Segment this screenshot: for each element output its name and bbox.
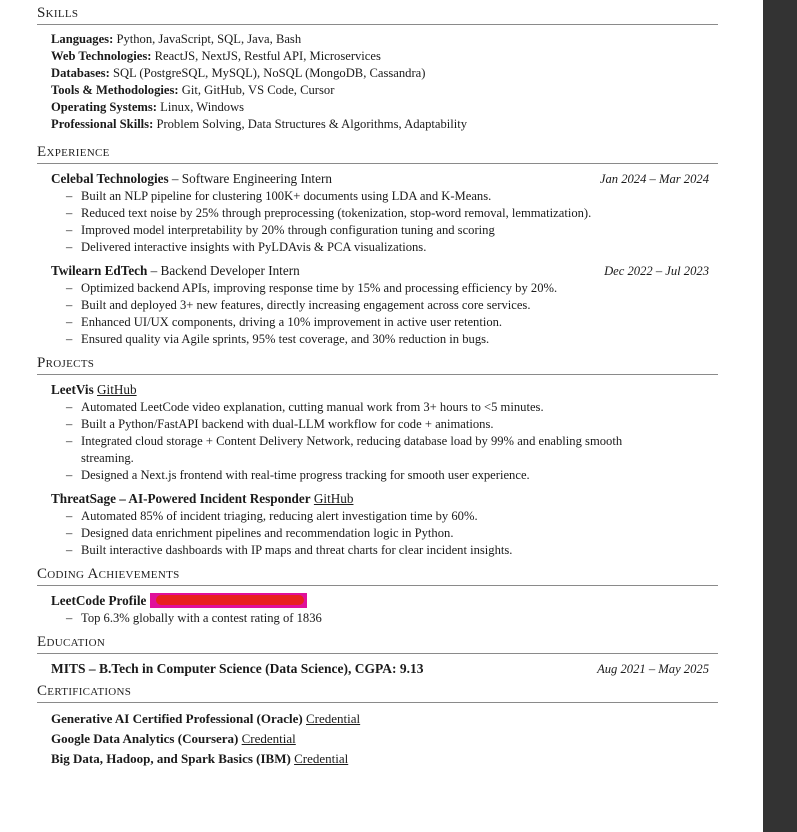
project-entry-threatsage (37, 490, 718, 559)
skill-label: Operating Systems: (51, 100, 157, 114)
cert-name: Google Data Analytics (Coursera) (51, 731, 239, 746)
education-section (37, 633, 718, 678)
dash-bullet-icon: – (66, 417, 73, 431)
skill-row-languages (51, 31, 718, 48)
dash-bullet-icon: – (66, 332, 73, 346)
skill-value: Problem Solving, Data Structures & Algorithms, Adaptability (156, 117, 468, 131)
bullet-item: – Built and deployed 3+ new features, directly increasing engagement across core services. (66, 298, 531, 312)
bullet-item: – Integrated cloud storage + Content Delivery Network, reducing database load by 99% and enabling smooth streaming. (66, 434, 623, 465)
experience-entry-celebal (37, 170, 718, 256)
skill-label: Web Technologies: (51, 49, 152, 63)
job-role: Software Engineering Intern (181, 171, 332, 186)
entry-header (37, 592, 718, 610)
dash-bullet-icon: – (66, 509, 73, 523)
company-name: Celebal Technologies (51, 171, 169, 186)
separator: – (147, 263, 161, 278)
projects-section (37, 354, 718, 559)
section-title-education: Education (37, 633, 718, 654)
bullet-item: – Built an NLP pipeline for clustering 100K+ documents using LDA and K-Means. (66, 189, 492, 203)
dash-bullet-icon: – (66, 240, 73, 254)
entry-dates: Dec 2022 – Jul 2023 (604, 264, 709, 278)
redacted-profile-link[interactable] (150, 593, 307, 608)
bullet-list (37, 280, 718, 348)
section-title-experience: Experience (37, 143, 718, 164)
entry-header (37, 381, 718, 399)
dash-bullet-icon: – (66, 189, 73, 203)
redaction-scribble (156, 595, 304, 605)
skill-value: Git, GitHub, VS Code, Cursor (181, 83, 335, 97)
entry-header (37, 262, 718, 280)
skill-row-tools (51, 82, 718, 99)
skills-list (37, 31, 718, 133)
entry-header (37, 490, 718, 508)
bullet-item: – Designed a Next.js frontend with real-time progress tracking for smooth user experience. (66, 468, 530, 482)
education-heading: MITS – B.Tech in Computer Science (Data Science), CGPA: 9.13 (51, 661, 424, 676)
project-entry-leetvis (37, 381, 718, 484)
skill-value: SQL (PostgreSQL, MySQL), NoSQL (MongoDB, Cassandra) (112, 66, 426, 80)
viewer-side-panel (763, 0, 797, 832)
bullet-item: – Enhanced UI/UX components, driving a 10% improvement in active user retention. (66, 315, 503, 329)
experience-entry-twilearn (37, 262, 718, 348)
skill-value: Linux, Windows (160, 100, 245, 114)
bullet-item: – Top 6.3% globally with a contest rating of 1836 (66, 611, 322, 625)
bullet-item: – Ensured quality via Agile sprints, 95% test coverage, and 30% reduction in bugs. (66, 332, 490, 346)
section-title-skills: Skills (37, 4, 718, 25)
resume-content (37, 4, 718, 779)
section-title-achievements: Coding Achievements (37, 565, 718, 586)
bullet-item: – Automated 85% of incident triaging, reducing alert investigation time by 60%. (66, 509, 478, 523)
bullet-item: – Delivered interactive insights with PyLDAvis & PCA visualizations. (66, 240, 427, 254)
bullet-item: – Reduced text noise by 25% through preprocessing (tokenization, stop-word removal, lemmatization). (66, 206, 592, 220)
dash-bullet-icon: – (66, 400, 73, 414)
skill-label: Languages: (51, 32, 114, 46)
bullet-item: – Built interactive dashboards with IP maps and threat charts for clear incident insights. (66, 543, 513, 557)
dash-bullet-icon: – (66, 281, 73, 295)
bullet-item: – Automated LeetCode video explanation, cutting manual work from 3+ hours to <5 minutes. (66, 400, 544, 414)
dash-bullet-icon: – (66, 543, 73, 557)
github-link[interactable]: GitHub (313, 491, 354, 506)
credential-link[interactable]: Credential (306, 711, 361, 726)
section-title-projects: Projects (37, 354, 718, 375)
skill-row-web-technologies (51, 48, 718, 65)
skill-label: Professional Skills: (51, 117, 154, 131)
skill-row-databases (51, 65, 718, 82)
dash-bullet-icon: – (66, 298, 73, 312)
bullet-list (37, 610, 718, 627)
job-role: Backend Developer Intern (160, 263, 300, 278)
section-title-certifications: Certifications (37, 682, 718, 703)
achievement-name: LeetCode Profile (51, 593, 147, 608)
bullet-item: – Improved model interpretability by 20% through configuration tuning and scoring (66, 223, 495, 237)
bullet-item: – Optimized backend APIs, improving response time by 15% and processing efficiency by 20%. (66, 281, 558, 295)
cert-row (37, 729, 718, 749)
dash-bullet-icon: – (66, 468, 73, 482)
certifications-section (37, 682, 718, 769)
company-name: Twilearn EdTech (51, 263, 148, 278)
bullet-list (37, 399, 718, 484)
skills-section (37, 4, 718, 133)
experience-section (37, 143, 718, 348)
separator: – (168, 171, 182, 186)
entry-dates: Aug 2021 – May 2025 (597, 662, 709, 676)
bullet-list (37, 188, 718, 256)
credential-link[interactable]: Credential (294, 751, 349, 766)
credential-link[interactable]: Credential (241, 731, 296, 746)
dash-bullet-icon: – (66, 223, 73, 237)
skill-label: Tools & Methodologies: (51, 83, 179, 97)
cert-row (37, 709, 718, 729)
dash-bullet-icon: – (66, 206, 73, 220)
dash-bullet-icon: – (66, 434, 73, 448)
skill-row-professional (51, 116, 718, 133)
skill-value: ReactJS, NextJS, Restful API, Microservices (154, 49, 381, 63)
cert-name: Big Data, Hadoop, and Spark Basics (IBM) (51, 751, 291, 766)
achievements-section (37, 565, 718, 627)
skill-label: Databases: (51, 66, 110, 80)
project-name: LeetVis (51, 382, 94, 397)
project-name: ThreatSage – AI-Powered Incident Responder (51, 491, 311, 506)
cert-name: Generative AI Certified Professional (Oracle) (51, 711, 303, 726)
entry-header (37, 170, 718, 188)
bullet-item: – Designed data enrichment pipelines and recommendation logic in Python. (66, 526, 454, 540)
bullet-list (37, 508, 718, 559)
achievement-entry-leetcode (37, 592, 718, 627)
skill-value: Python, JavaScript, SQL, Java, Bash (116, 32, 302, 46)
entry-dates: Jan 2024 – Mar 2024 (599, 172, 709, 186)
dash-bullet-icon: – (66, 526, 73, 540)
education-entry (37, 660, 718, 678)
dash-bullet-icon: – (66, 315, 73, 329)
github-link[interactable]: GitHub (97, 382, 137, 397)
cert-row (37, 749, 718, 769)
dash-bullet-icon: – (66, 611, 73, 625)
skill-row-operating-systems (51, 99, 718, 116)
bullet-item: – Built a Python/FastAPI backend with dual-LLM workflow for code + animations. (66, 417, 494, 431)
